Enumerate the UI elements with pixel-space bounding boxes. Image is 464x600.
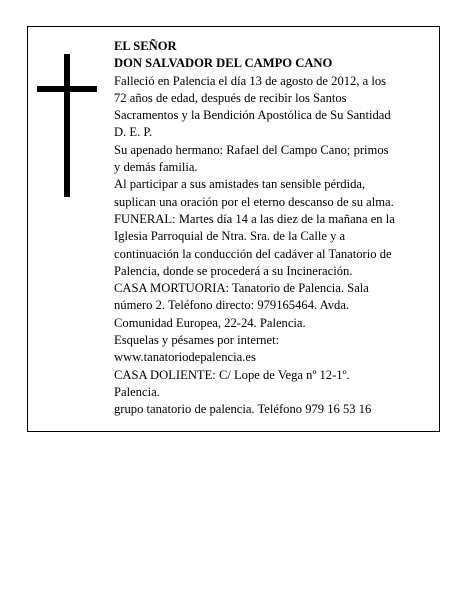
- text-line: Sacramentos y la Bendición Apostólica de Su Santidad: [114, 108, 391, 123]
- text-line: D. E. P.: [114, 125, 153, 140]
- obituary-text: [114, 38, 432, 419]
- text-line: Su apenado hermano: Rafael del Campo Cano; primos: [114, 142, 389, 157]
- text-line: grupo tanatorio de palencia. Teléfono 979 16 53 16: [114, 402, 372, 417]
- text-line: Comunidad Europea, 22-24. Palencia.: [114, 315, 306, 330]
- text-line: y demás familia.: [114, 160, 198, 175]
- text-line: número 2. Teléfono directo: 979165464. Avda.: [114, 298, 350, 313]
- cross-icon-horizontal-bar: [37, 86, 97, 92]
- text-line: 72 años de edad, después de recibir los Santos: [114, 90, 347, 105]
- text-line: Palencia, donde se procederá a su Incineración.: [114, 263, 353, 278]
- text-line: suplican una oración por el eterno descanso de su alma.: [114, 194, 394, 209]
- text-line: Falleció en Palencia el día 13 de agosto de 2012, a los: [114, 73, 387, 88]
- text-line: FUNERAL: Martes día 14 a las diez de la mañana en la: [114, 211, 395, 226]
- text-line: Esquelas y pésames por internet:: [114, 333, 280, 348]
- text-line: CASA DOLIENTE: C/ Lope de Vega nº 12-1º.: [114, 367, 350, 382]
- deceased-name: DON SALVADOR DEL CAMPO CANO: [114, 56, 333, 71]
- text-line: continuación la conducción del cadáver al Tanatorio de: [114, 246, 392, 261]
- text-line: Palencia.: [114, 384, 160, 399]
- text-line: Al participar a sus amistades tan sensible pérdida,: [114, 177, 366, 192]
- website-link[interactable]: www.tanatoriodepalencia.es: [114, 350, 256, 365]
- title-line-1: EL SEÑOR: [114, 39, 177, 53]
- cross-icon-vertical-bar: [64, 54, 70, 197]
- text-line: CASA MORTUORIA: Tanatorio de Palencia. Sala: [114, 281, 369, 296]
- text-line: Iglesia Parroquial de Ntra. Sra. de la Calle y a: [114, 229, 346, 244]
